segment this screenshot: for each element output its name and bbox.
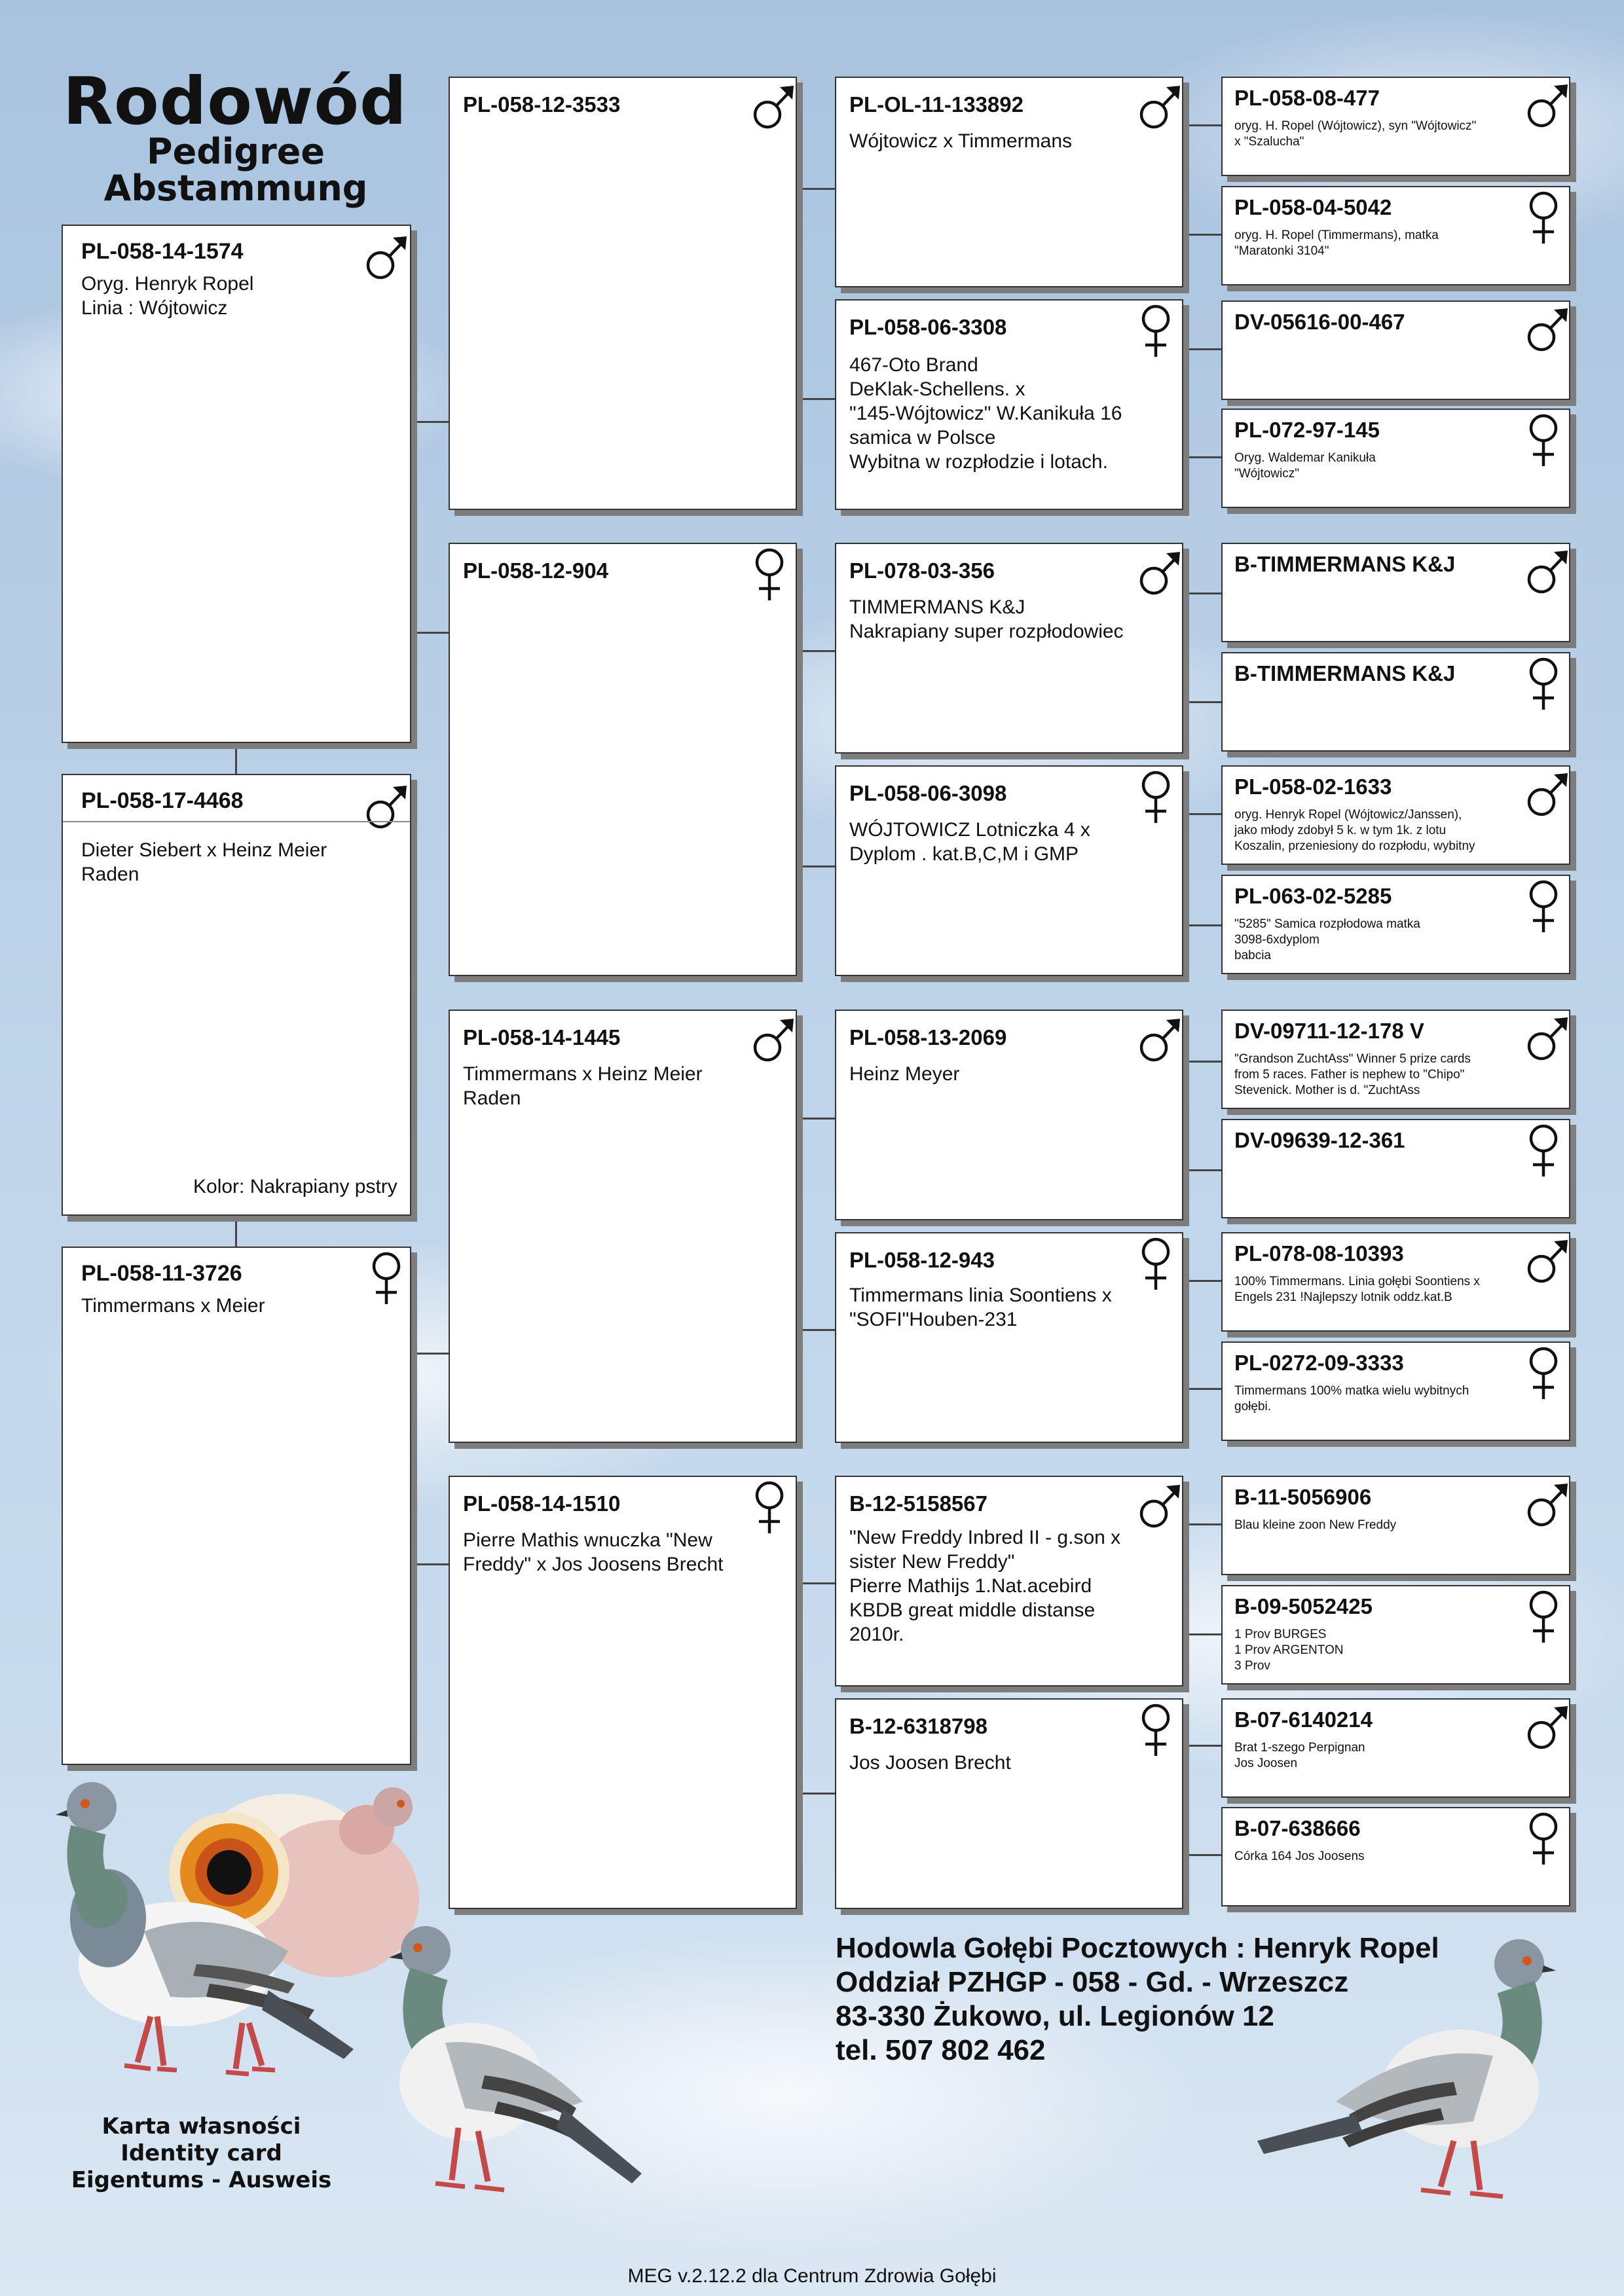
pigeon-description: oryg. H. Ropel (Timmermans), matka "Maratonki 3104" <box>1234 228 1439 258</box>
great-grandparent-card[interactable] <box>835 765 1183 976</box>
male-symbol-icon <box>1524 303 1570 355</box>
pigeon-description: "Grandson ZuchtAss" Winner 5 prize cards from 5 races. Father is nephew to "Chipo" Stevenick. Mother is d. "ZuchtAss <box>1234 1052 1471 1097</box>
breeder-info: Hodowla Gołębi Pocztowych : Henryk Ropel Oddział PZHGP - 058 - Gd. - Wrzeszcz 83-330 Żukowo, ul. Legionów 12 tel. 507 802 462 <box>836 1932 1439 2066</box>
connector <box>1182 924 1221 926</box>
connector <box>235 741 237 774</box>
ring-number: PL-058-12-3533 <box>463 92 621 117</box>
pigeon-description: oryg. H. Ropel (Wójtowicz), syn "Wójtowicz" x "Szalucha" <box>1234 119 1477 149</box>
grandparent-card[interactable] <box>449 1010 797 1443</box>
female-symbol-icon <box>1525 1121 1564 1179</box>
connector <box>796 1329 835 1331</box>
ring-number: PL-058-14-1510 <box>463 1491 621 1516</box>
ring-number: PL-072-97-145 <box>1234 418 1380 442</box>
ancestor-card[interactable] <box>1221 1476 1570 1575</box>
connector <box>411 1353 449 1355</box>
ring-number: PL-078-08-10393 <box>1234 1241 1404 1266</box>
ring-number: PL-058-04-5042 <box>1234 195 1392 219</box>
female-symbol-icon <box>1137 1235 1177 1292</box>
ring-number: PL-058-12-943 <box>849 1248 995 1272</box>
male-symbol-icon <box>1524 1478 1570 1531</box>
great-grandparent-card[interactable] <box>835 299 1183 510</box>
male-symbol-icon <box>1524 1701 1570 1753</box>
connector <box>1182 348 1221 350</box>
ancestor-card[interactable] <box>1221 875 1570 974</box>
ancestor-card[interactable] <box>1221 301 1570 400</box>
software-footer: MEG v.2.12.2 dla Centrum Zdrowia Gołębi <box>627 2265 997 2287</box>
connector <box>1182 456 1221 458</box>
male-symbol-icon <box>1136 81 1182 133</box>
ring-number: PL-058-08-477 <box>1234 86 1380 110</box>
great-grandparent-card[interactable] <box>835 543 1183 754</box>
female-symbol-icon <box>1525 1344 1564 1402</box>
connector <box>1182 124 1221 126</box>
title-pedigree: Pedigree <box>147 131 325 172</box>
ring-number: DV-09711-12-178 V <box>1234 1019 1424 1043</box>
connector <box>796 1793 835 1795</box>
ring-number: PL-058-11-3726 <box>81 1261 242 1286</box>
pigeon-description: Oryg. Henryk Ropel Linia : Wójtowicz <box>81 273 254 319</box>
male-symbol-icon <box>1524 545 1570 598</box>
great-grandparent-card[interactable] <box>835 77 1183 287</box>
ancestor-card[interactable] <box>1221 1807 1570 1906</box>
connector <box>1182 1169 1221 1171</box>
female-symbol-icon <box>1525 655 1564 712</box>
grandparent-card[interactable] <box>449 1476 797 1909</box>
ancestor-card[interactable] <box>1221 1341 1570 1441</box>
title-abstammung: Abstammung <box>103 168 368 209</box>
pigeon-description: 1 Prov BURGES 1 Prov ARGENTON 3 Prov <box>1234 1628 1344 1673</box>
pigeon-description: Timmermans 100% matka wielu wybitnych gołębi. <box>1234 1384 1469 1413</box>
ancestor-card[interactable] <box>1221 1698 1570 1798</box>
grandparent-card[interactable] <box>449 77 797 510</box>
pigeon-description: Córka 164 Jos Joosens <box>1234 1850 1365 1863</box>
connector <box>1182 1745 1221 1747</box>
male-symbol-icon <box>363 231 409 283</box>
ring-number: PL-063-02-5285 <box>1234 884 1392 908</box>
subject-card[interactable] <box>62 225 411 743</box>
connector <box>1182 592 1221 594</box>
ring-number: DV-05616-00-467 <box>1234 310 1405 334</box>
connector <box>411 421 449 423</box>
ancestor-card[interactable] <box>1221 652 1570 752</box>
female-symbol-icon <box>1137 768 1177 826</box>
pigeon-description: Heinz Meyer <box>849 1063 960 1085</box>
connector <box>1182 1633 1221 1635</box>
ring-number: B-12-5158567 <box>849 1491 987 1516</box>
male-symbol-icon <box>1136 547 1182 599</box>
male-symbol-icon <box>1524 79 1570 132</box>
female-symbol-icon <box>1137 302 1177 359</box>
female-symbol-icon <box>1525 411 1564 469</box>
ring-number: PL-058-17-4468 <box>81 788 244 813</box>
pigeon-description: "5285" Samica rozpłodowa matka 3098-6xdyplom babcia <box>1234 917 1420 962</box>
pigeon-description: WÓJTOWICZ Lotniczka 4 x Dyplom . kat.B,C,M i GMP <box>849 819 1090 865</box>
connector <box>1182 1523 1221 1525</box>
female-symbol-icon <box>1137 1701 1177 1758</box>
ring-number: PL-058-14-1574 <box>81 239 244 264</box>
pigeon-description: Dieter Siebert x Heinz Meier Raden <box>81 839 327 885</box>
ring-number: PL-058-06-3308 <box>849 315 1007 339</box>
male-symbol-icon <box>1524 768 1570 820</box>
pigeon-description: TIMMERMANS K&J Nakrapiany super rozpłodowiec <box>849 596 1124 642</box>
pigeon-illustration <box>367 1912 655 2223</box>
ring-number: PL-OL-11-133892 <box>849 92 1024 117</box>
pigeon-description: Pierre Mathis wnuczka "New Freddy" x Jos Joosens Brecht <box>463 1529 724 1575</box>
great-grandparent-card[interactable] <box>835 1010 1183 1220</box>
connector <box>1182 234 1221 236</box>
ring-number: PL-058-02-1633 <box>1234 774 1392 799</box>
male-symbol-icon <box>750 81 796 133</box>
dam-card[interactable] <box>62 1247 411 1765</box>
ring-number: PL-058-13-2069 <box>849 1025 1007 1049</box>
female-symbol-icon <box>1525 877 1564 935</box>
connector <box>796 1582 835 1584</box>
connector <box>411 1563 449 1565</box>
ring-number: PL-078-03-356 <box>849 558 995 583</box>
pigeon-description: oryg. Henryk Ropel (Wójtowicz/Janssen), jako młody zdobył 5 k. w tym 1k. z lotu Koszalin, przeniesiony do rozpłodu, wybitny <box>1234 808 1475 853</box>
male-symbol-icon <box>1136 1013 1182 1066</box>
ancestor-card[interactable] <box>1221 1585 1570 1685</box>
connector <box>1182 1854 1221 1856</box>
pigeon-description: 467-Oto Brand DeKlak-Schellens. x "145-Wójtowicz" W.Kanikuła 16 samica w Polsce Wybitna w rozpłodzie i lotach. <box>849 354 1122 473</box>
connector <box>1182 701 1221 703</box>
pigeon-description: Brat 1-szego Perpignan Jos Joosen <box>1234 1741 1365 1770</box>
pigeon-description: Oryg. Waldemar Kanikuła "Wójtowicz" <box>1234 451 1376 481</box>
ring-number: B-09-5052425 <box>1234 1594 1373 1618</box>
connector <box>1182 1388 1221 1390</box>
ring-number: PL-058-06-3098 <box>849 781 1007 805</box>
male-symbol-icon <box>1136 1480 1182 1532</box>
color-label: Kolor: Nakrapiany pstry <box>193 1176 397 1197</box>
identity-card-label: Karta własności Identity card Eigentums - Ausweis <box>71 2113 332 2193</box>
ring-number: PL-058-12-904 <box>463 558 608 583</box>
female-symbol-icon <box>751 1478 790 1536</box>
pigeon-description: Timmermans linia Soontiens x "SOFI"Houben-231 <box>849 1285 1112 1330</box>
female-symbol-icon <box>1525 189 1564 246</box>
male-symbol-icon <box>1524 1235 1570 1287</box>
male-symbol-icon <box>363 780 409 833</box>
ancestor-card[interactable] <box>1221 409 1570 508</box>
pigeon-description: Wójtowicz x Timmermans <box>849 130 1073 152</box>
connector <box>796 398 835 400</box>
sire-card[interactable] <box>62 774 411 1216</box>
ancestor-card[interactable] <box>1221 1232 1570 1332</box>
ring-number: PL-058-14-1445 <box>463 1025 621 1049</box>
female-symbol-icon <box>751 545 790 603</box>
great-grandparent-card[interactable] <box>835 1476 1183 1686</box>
divider <box>63 821 410 822</box>
connector <box>796 650 835 652</box>
pigeon-description: 100% Timmermans. Linia gołębi Soontiens x Engels 231 !Najlepszy lotnik oddz.kat.B <box>1234 1275 1480 1304</box>
female-symbol-icon <box>1525 1588 1564 1645</box>
ring-number: B-TIMMERMANS K&J <box>1234 661 1456 685</box>
male-symbol-icon <box>750 1013 796 1066</box>
connector <box>1182 813 1221 815</box>
ancestor-card[interactable] <box>1221 186 1570 285</box>
ring-number: B-12-6318798 <box>849 1714 987 1738</box>
ancestor-card[interactable] <box>1221 543 1570 642</box>
ancestor-card[interactable] <box>1221 765 1570 865</box>
connector <box>411 632 449 634</box>
title-rodowod: Rodowód <box>63 63 407 139</box>
pigeon-description: Blau kleine zoon New Freddy <box>1234 1518 1397 1532</box>
ring-number: PL-0272-09-3333 <box>1234 1351 1404 1375</box>
pigeon-description: Jos Joosen Brecht <box>849 1752 1011 1774</box>
connector <box>796 188 835 190</box>
female-symbol-icon <box>368 1249 407 1307</box>
connector <box>796 866 835 867</box>
pigeon-description: "New Freddy Inbred II - g.son x sister New Freddy" Pierre Mathijs 1.Nat.acebird KBDB great middle distanse 2010r. <box>849 1527 1121 1645</box>
title-translations <box>101 131 370 209</box>
female-symbol-icon <box>1525 1810 1564 1867</box>
ancestor-card[interactable] <box>1221 77 1570 176</box>
ancestor-card[interactable] <box>1221 1119 1570 1218</box>
connector <box>1182 1280 1221 1282</box>
ring-number: DV-09639-12-361 <box>1234 1128 1405 1152</box>
connector <box>1182 1061 1221 1063</box>
ancestor-card[interactable] <box>1221 1010 1570 1109</box>
connector <box>796 1118 835 1120</box>
grandparent-card[interactable] <box>449 543 797 976</box>
great-grandparent-card[interactable] <box>835 1698 1183 1909</box>
connector <box>235 1214 237 1247</box>
ring-number: B-11-5056906 <box>1234 1485 1372 1509</box>
pigeon-description: Timmermans x Meier <box>81 1295 265 1317</box>
male-symbol-icon <box>1524 1012 1570 1065</box>
ring-number: B-07-638666 <box>1234 1816 1361 1840</box>
great-grandparent-card[interactable] <box>835 1232 1183 1443</box>
ring-number: B-TIMMERMANS K&J <box>1234 552 1456 576</box>
pigeon-description: Timmermans x Heinz Meier Raden <box>463 1063 703 1109</box>
ring-number: B-07-6140214 <box>1234 1707 1373 1732</box>
